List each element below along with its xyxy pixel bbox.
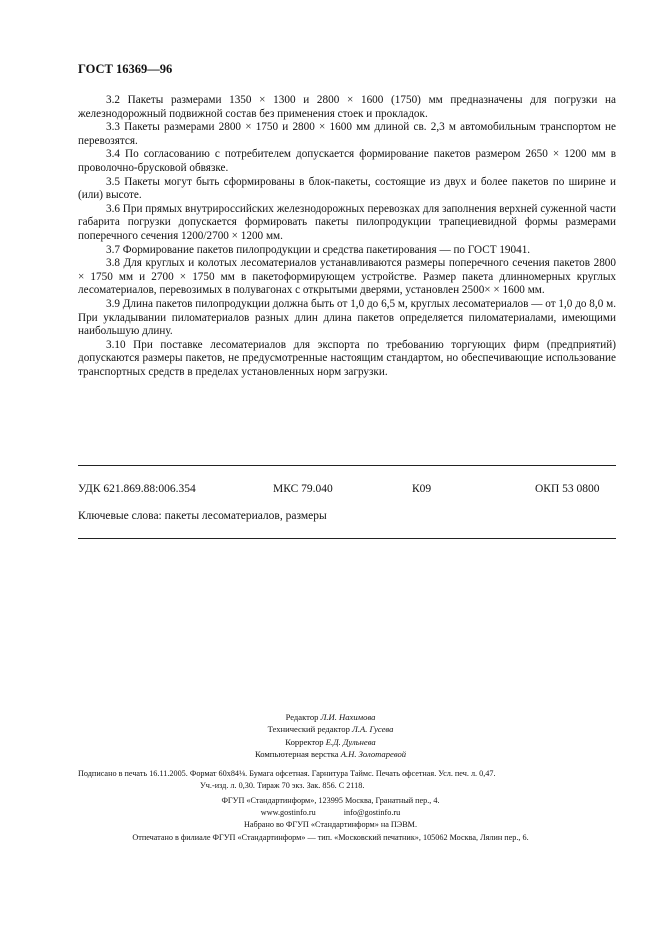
publisher-typeset: Набрано во ФГУП «Стандартинформ» на ПЭВМ. [244, 820, 417, 830]
bottom-divider [78, 538, 616, 539]
print-info-line-1: Подписано в печать 16.11.2005. Формат 60x84⅛. Бумага офсетная. Гарнитура Таймс. Печать офсетная. Усл. печ. л. 0,47. [78, 769, 496, 778]
publisher-address: ФГУП «Стандартинформ», 123995 Москва, Гранатный пер., 4. [221, 796, 440, 805]
print-info-line-2: Уч.-изд. л. 0,30. Тираж 70 экз. Зак. 856. С 2118. [200, 780, 365, 790]
publisher-email[interactable]: info@gostinfo.ru [343, 808, 401, 818]
mks-code: МКС 79.040 [273, 483, 333, 495]
paragraph-3-5: 3.5 Пакеты могут быть сформированы в блок-пакеты, состоящие из двух и более пакетов по ширине и (или) высоте. [78, 175, 616, 202]
paragraph-3-10: 3.10 При поставке лесоматериалов для экспорта по требованию торгующих фирм (предприятий) допускаются размеры пакетов, не предусмотренные настоящим стандартом, но обеспечивающие использование транспортных средств в пределах установленных норм загрузки. [78, 338, 616, 378]
paragraph-3-9: 3.9 Длина пакетов пилопродукции должна быть от 1,0 до 6,5 м, круглых лесоматериалов — от 1,0 до 8,0 м. При укладывании пиломатериалов разных длин длина пакетов определяется пиломатериалами, имеющими наибольшую длину. [78, 297, 616, 338]
publisher-printed: Отпечатано в филиале ФГУП «Стандартинформ» — тип. «Московский печатник», 105062 Москва, Лялин пер., 6. [132, 832, 529, 842]
paragraph-3-2: 3.2 Пакеты размерами 1350 × 1300 и 2800 × 1600 (1750) мм предназначены для погрузки на железнодорожный подвижной состав без применения стоек и прокладок. [78, 94, 616, 120]
paragraph-3-8: 3.8 Для круглых и колотых лесоматериалов устанавливаются размеры поперечного сечения пакетов 2800 × 1750 мм и 2700 × 1750 мм в пакетоформирующем устройстве. Размер пакета длинномерных круглых лесоматериалов, перевозимых в полувагонах с открытыми дверями, установлен 2500× × 1600 мм. [78, 257, 616, 297]
publisher-website[interactable]: www.gostinfo.ru [260, 808, 316, 818]
credit-tech-editor: Технический редактор Л.А. Гусева [267, 724, 394, 735]
credit-layout: Компьютерная верстка А.Н. Золотаревой [254, 749, 407, 760]
paragraph-3-4: 3.4 По согласованию с потребителем допускается формирование пакетов размером 2650 × 1200 мм в проволочно-брусковой обвязке. [78, 148, 616, 174]
document-body [78, 94, 616, 379]
classification-row [78, 483, 616, 497]
top-divider [78, 465, 616, 466]
publisher-contacts [0, 807, 661, 819]
keywords: Ключевые слова: пакеты лесоматериалов, размеры [78, 510, 327, 522]
publisher-block [0, 795, 661, 844]
paragraph-3-3: 3.3 Пакеты размерами 2800 × 1750 и 2800 × 1600 мм длиной св. 2,3 м автомобильным транспортом не перевозятся. [78, 121, 616, 147]
document-header: ГОСТ 16369—96 [78, 62, 173, 76]
credit-proofreader: Корректор Е.Д. Дульнева [285, 736, 376, 747]
credits-block [0, 711, 661, 761]
paragraph-3-7: 3.7 Формирование пакетов пилопродукции и средства пакетирования — по ГОСТ 19041. [106, 243, 531, 256]
udk-code: УДК 621.869.88:006.354 [78, 483, 196, 495]
print-info [78, 768, 616, 792]
okp-code: ОКП 53 0800 [535, 483, 600, 495]
k-code: К09 [412, 483, 432, 495]
paragraph-3-6: 3.6 При прямых внутрироссийских железнодорожных перевозках для заполнения верхней суженной части габарита погрузки допускается формировать пакеты пилопродукции трапециевидной формы размерами поперечного сечения 1200/2700 × 1200 мм. [78, 202, 616, 242]
credit-editor: Редактор Л.И. Нахимова [285, 712, 376, 722]
